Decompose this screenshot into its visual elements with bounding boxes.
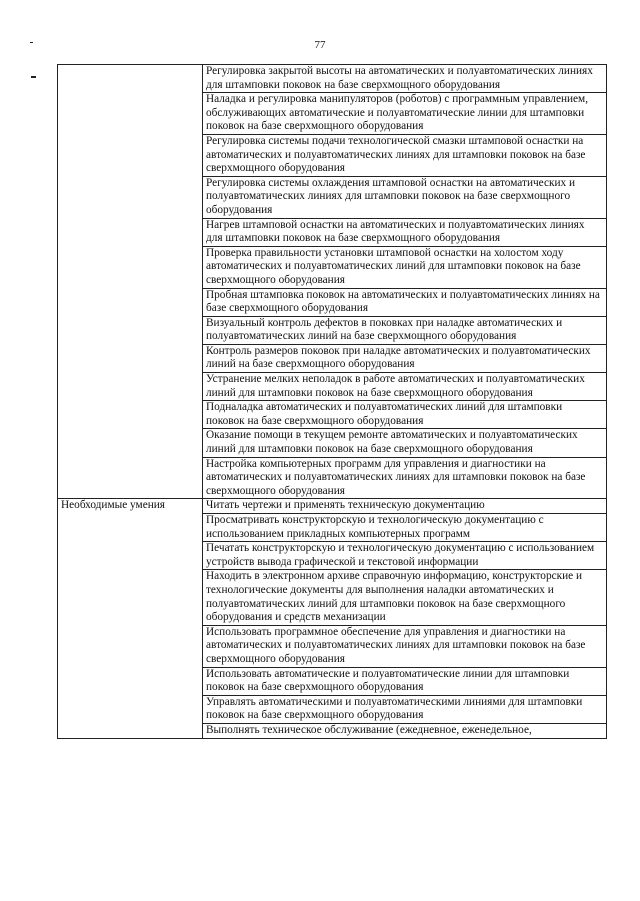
section-label-cell: [58, 499, 203, 738]
row-text: Пробная штамповка поковок на автоматических и полуавтоматических линиях на базе сверхмощного оборудования: [203, 288, 607, 316]
row-text: Настройка компьютерных программ для управления и диагностики на автоматических и полуавтоматических линиях для штамповки поковок на базе сверхмощного оборудования: [203, 457, 607, 499]
row-text: Нагрев штамповой оснастки на автоматических и полуавтоматических линиях для штамповки поковок на базе сверхмощного оборудования: [203, 218, 607, 246]
row-text: Печатать конструкторскую и технологическую документацию с использованием устройств вывода графической и текстовой информации: [203, 542, 607, 570]
row-text: Управлять автоматическими и полуавтоматическими линиями для штамповки поковок на базе сверхмощного оборудования: [203, 695, 607, 723]
row-text: Оказание помощи в текущем ремонте автоматических и полуавтоматических линий для штамповки поковок на базе сверхмощного оборудования: [203, 429, 607, 457]
row-text: Проверка правильности установки штамповой оснастки на холостом ходу автоматических и полуавтоматических линий для штамповки поковок на базе сверхмощного оборудования: [203, 246, 607, 288]
row-text: Контроль размеров поковок при наладке автоматических и полуавтоматических линий на базе сверхмощного оборудования: [203, 344, 607, 372]
page-number: 77: [314, 39, 326, 51]
row-text: Регулировка системы охлаждения штамповой оснастки на автоматических и полуавтоматических линиях для штамповки поковок на базе сверхмощного оборудования: [203, 176, 607, 218]
table-row: [58, 499, 607, 514]
functions-table: [57, 64, 607, 739]
table-row: [58, 65, 607, 93]
scan-mark: [31, 76, 36, 78]
row-text: Выполнять техническое обслуживание (ежедневное, еженедельное,: [203, 723, 607, 738]
row-text: Визуальный контроль дефектов в поковках при наладке автоматических и полуавтоматических линий на базе сверхмощного оборудования: [203, 316, 607, 344]
row-text: Регулировка системы подачи технологической смазки штамповой оснастки на автоматических и полуавтоматических линиях для штамповки поковок на базе сверхмощного оборудования: [203, 134, 607, 176]
section-label-cell: [58, 65, 203, 499]
scan-mark: [30, 42, 33, 43]
row-text: Наладка и регулировка манипуляторов (роботов) с программным управлением, обслуживающих автоматические и полуавтоматические линии для штамповки поковок на базе сверхмощного оборудования: [203, 93, 607, 135]
row-text: Просматривать конструкторскую и технологическую документацию с использованием прикладных компьютерных программ: [203, 514, 607, 542]
row-text: Использовать автоматические и полуавтоматические линии для штамповки поковок на базе сверхмощного оборудования: [203, 667, 607, 695]
section-label: Необходимые умения: [61, 499, 165, 512]
row-text: Устранение мелких неполадок в работе автоматических и полуавтоматических линий для штамповки поковок на базе сверхмощного оборудования: [203, 373, 607, 401]
row-text: Регулировка закрытой высоты на автоматических и полуавтоматических линиях для штамповки поковок на базе сверхмощного оборудования: [203, 65, 607, 93]
row-text: Читать чертежи и применять техническую документацию: [203, 499, 607, 514]
row-text: Подналадка автоматических и полуавтоматических линий для штамповки поковок на базе сверхмощного оборудования: [203, 401, 607, 429]
row-text: Использовать программное обеспечение для управления и диагностики на автоматических и полуавтоматических линиях для штамповки поковок на базе сверхмощного оборудования: [203, 625, 607, 667]
row-text: Находить в электронном архиве справочную информацию, конструкторские и технологические документы для выполнения наладки автоматических и полуавтоматических линий для штамповки поковок на базе сверхмощного оборудования и средств механизации: [203, 570, 607, 625]
